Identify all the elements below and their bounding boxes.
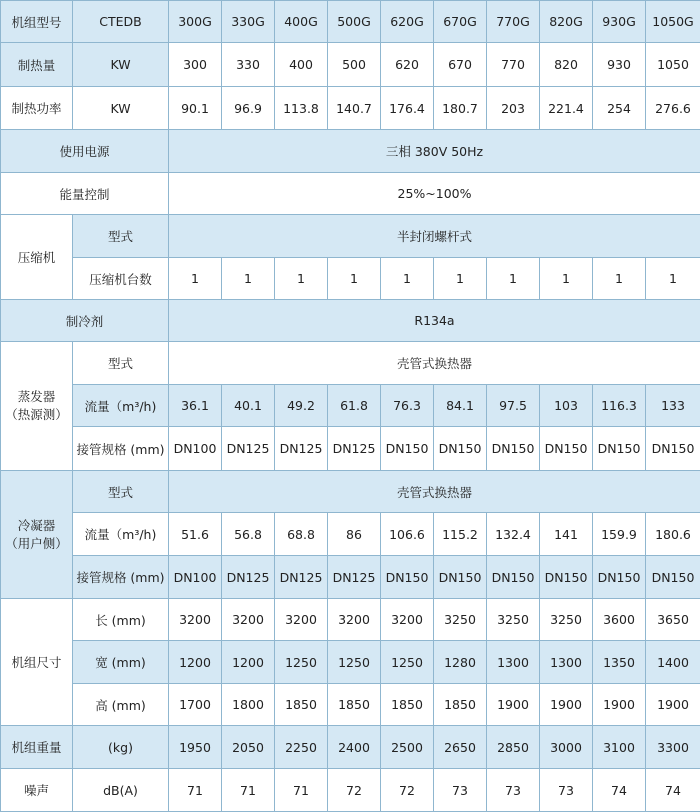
value-cell: 1050 bbox=[646, 43, 700, 87]
value-cell: 3600 bbox=[593, 599, 646, 641]
evaporator-label bbox=[1, 342, 73, 471]
value-cell: 132.4 bbox=[487, 513, 540, 556]
value-cell: 1950 bbox=[169, 726, 222, 769]
heating-capacity-label: 制热量 bbox=[1, 43, 73, 87]
model-cell: 1050G bbox=[646, 1, 700, 43]
evaporator-type-row bbox=[1, 342, 700, 385]
value-cell: 97.5 bbox=[487, 385, 540, 427]
value-cell: 1 bbox=[434, 258, 487, 300]
value-cell: 40.1 bbox=[222, 385, 275, 427]
value-cell: 141 bbox=[540, 513, 593, 556]
refrigerant-row bbox=[1, 300, 700, 342]
compressor-label: 压缩机 bbox=[1, 215, 73, 300]
value-cell: DN100 bbox=[169, 556, 222, 599]
height-label: 高 (mm) bbox=[73, 684, 169, 726]
value-cell: DN125 bbox=[275, 556, 328, 599]
value-cell: 1 bbox=[646, 258, 700, 300]
value-cell: 3200 bbox=[328, 599, 381, 641]
value-cell: DN150 bbox=[434, 427, 487, 471]
value-cell: 3200 bbox=[381, 599, 434, 641]
value-cell: 2250 bbox=[275, 726, 328, 769]
model-cell: 770G bbox=[487, 1, 540, 43]
value-cell: 1250 bbox=[275, 641, 328, 684]
value-cell: 73 bbox=[540, 769, 593, 812]
value-cell: 3650 bbox=[646, 599, 700, 641]
value-cell: 1850 bbox=[275, 684, 328, 726]
weight-unit: (kg) bbox=[73, 726, 169, 769]
capacity-control-label: 能量控制 bbox=[1, 173, 169, 215]
value-cell: 254 bbox=[593, 87, 646, 130]
value-cell: 103 bbox=[540, 385, 593, 427]
value-cell: DN150 bbox=[434, 556, 487, 599]
value-cell: 1900 bbox=[487, 684, 540, 726]
model-cell: 620G bbox=[381, 1, 434, 43]
condenser-pipe-row bbox=[1, 556, 700, 599]
weight-label: 机组重量 bbox=[1, 726, 73, 769]
value-cell: 400 bbox=[275, 43, 328, 87]
condenser-type-row bbox=[1, 471, 700, 513]
compressor-count-label: 压缩机台数 bbox=[73, 258, 169, 300]
heating-power-label: 制热功率 bbox=[1, 87, 73, 130]
value-cell: 36.1 bbox=[169, 385, 222, 427]
value-cell: DN150 bbox=[381, 427, 434, 471]
refrigerant-value: R134a bbox=[169, 300, 700, 342]
value-cell: 1 bbox=[593, 258, 646, 300]
heating-capacity-unit: KW bbox=[73, 43, 169, 87]
value-cell: 276.6 bbox=[646, 87, 700, 130]
value-cell: 1700 bbox=[169, 684, 222, 726]
dimension-length-row bbox=[1, 599, 700, 641]
value-cell: 670 bbox=[434, 43, 487, 87]
value-cell: 3100 bbox=[593, 726, 646, 769]
value-cell: 2850 bbox=[487, 726, 540, 769]
value-cell: 770 bbox=[487, 43, 540, 87]
value-cell: 1 bbox=[169, 258, 222, 300]
noise-label: 噪声 bbox=[1, 769, 73, 812]
value-cell: 68.8 bbox=[275, 513, 328, 556]
value-cell: 1200 bbox=[169, 641, 222, 684]
value-cell: 620 bbox=[381, 43, 434, 87]
weight-row bbox=[1, 726, 700, 769]
value-cell: 71 bbox=[169, 769, 222, 812]
condenser-pipe-label: 接管规格 (mm) bbox=[73, 556, 169, 599]
value-cell: 1300 bbox=[540, 641, 593, 684]
value-cell: 500 bbox=[328, 43, 381, 87]
noise-unit: dB(A) bbox=[73, 769, 169, 812]
value-cell: 106.6 bbox=[381, 513, 434, 556]
value-cell: 1300 bbox=[487, 641, 540, 684]
value-cell: 86 bbox=[328, 513, 381, 556]
model-row bbox=[1, 1, 700, 43]
value-cell: 3200 bbox=[169, 599, 222, 641]
value-cell: DN150 bbox=[540, 427, 593, 471]
value-cell: 3200 bbox=[275, 599, 328, 641]
value-cell: 2650 bbox=[434, 726, 487, 769]
value-cell: 1 bbox=[275, 258, 328, 300]
value-cell: 1850 bbox=[434, 684, 487, 726]
model-cell: 300G bbox=[169, 1, 222, 43]
value-cell: 1250 bbox=[328, 641, 381, 684]
condenser-label-line2: （用户侧） bbox=[1, 535, 72, 553]
condenser-flow-row bbox=[1, 513, 700, 556]
value-cell: 330 bbox=[222, 43, 275, 87]
value-cell: 3250 bbox=[487, 599, 540, 641]
value-cell: 3200 bbox=[222, 599, 275, 641]
value-cell: DN150 bbox=[646, 427, 700, 471]
heating-capacity-row bbox=[1, 43, 700, 87]
condenser-type-value: 壳管式换热器 bbox=[169, 471, 700, 513]
compressor-type-row bbox=[1, 215, 700, 258]
value-cell: 2500 bbox=[381, 726, 434, 769]
value-cell: 90.1 bbox=[169, 87, 222, 130]
value-cell: 2400 bbox=[328, 726, 381, 769]
compressor-type-label: 型式 bbox=[73, 215, 169, 258]
value-cell: 72 bbox=[328, 769, 381, 812]
value-cell: 73 bbox=[434, 769, 487, 812]
value-cell: 84.1 bbox=[434, 385, 487, 427]
refrigerant-label: 制冷剂 bbox=[1, 300, 169, 342]
value-cell: 1250 bbox=[381, 641, 434, 684]
value-cell: 1280 bbox=[434, 641, 487, 684]
evaporator-flow-label: 流量（m³/h) bbox=[73, 385, 169, 427]
value-cell: 76.3 bbox=[381, 385, 434, 427]
evaporator-type-value: 壳管式换热器 bbox=[169, 342, 700, 385]
value-cell: DN150 bbox=[487, 427, 540, 471]
value-cell: 176.4 bbox=[381, 87, 434, 130]
power-supply-row bbox=[1, 130, 700, 173]
value-cell: 1200 bbox=[222, 641, 275, 684]
heating-power-row bbox=[1, 87, 700, 130]
value-cell: 1 bbox=[540, 258, 593, 300]
power-supply-label: 使用电源 bbox=[1, 130, 169, 173]
value-cell: 72 bbox=[381, 769, 434, 812]
value-cell: 1900 bbox=[593, 684, 646, 726]
condenser-type-label: 型式 bbox=[73, 471, 169, 513]
compressor-type-value: 半封闭螺杆式 bbox=[169, 215, 700, 258]
value-cell: 1 bbox=[328, 258, 381, 300]
condenser-flow-label: 流量（m³/h) bbox=[73, 513, 169, 556]
value-cell: 51.6 bbox=[169, 513, 222, 556]
evaporator-pipe-row bbox=[1, 427, 700, 471]
width-label: 宽 (mm) bbox=[73, 641, 169, 684]
evaporator-flow-row bbox=[1, 385, 700, 427]
value-cell: DN100 bbox=[169, 427, 222, 471]
model-cell: 400G bbox=[275, 1, 328, 43]
value-cell: 96.9 bbox=[222, 87, 275, 130]
model-cell: 930G bbox=[593, 1, 646, 43]
evaporator-label-line2: （热源测） bbox=[1, 406, 72, 424]
capacity-control-row bbox=[1, 173, 700, 215]
model-cell: 670G bbox=[434, 1, 487, 43]
value-cell: 180.7 bbox=[434, 87, 487, 130]
value-cell: DN125 bbox=[222, 556, 275, 599]
model-label: 机组型号 bbox=[1, 1, 73, 43]
condenser-label-line1: 冷凝器 bbox=[1, 517, 72, 535]
dimension-width-row bbox=[1, 641, 700, 684]
value-cell: DN150 bbox=[487, 556, 540, 599]
value-cell: DN125 bbox=[275, 427, 328, 471]
value-cell: 74 bbox=[593, 769, 646, 812]
value-cell: 1900 bbox=[540, 684, 593, 726]
value-cell: 140.7 bbox=[328, 87, 381, 130]
value-cell: 74 bbox=[646, 769, 700, 812]
value-cell: 180.6 bbox=[646, 513, 700, 556]
value-cell: DN150 bbox=[593, 427, 646, 471]
value-cell: 61.8 bbox=[328, 385, 381, 427]
value-cell: 133 bbox=[646, 385, 700, 427]
value-cell: 203 bbox=[487, 87, 540, 130]
value-cell: 930 bbox=[593, 43, 646, 87]
value-cell: DN150 bbox=[540, 556, 593, 599]
value-cell: 221.4 bbox=[540, 87, 593, 130]
value-cell: 73 bbox=[487, 769, 540, 812]
value-cell: 159.9 bbox=[593, 513, 646, 556]
value-cell: 71 bbox=[222, 769, 275, 812]
value-cell: 1 bbox=[381, 258, 434, 300]
value-cell: 71 bbox=[275, 769, 328, 812]
value-cell: 820 bbox=[540, 43, 593, 87]
value-cell: 1350 bbox=[593, 641, 646, 684]
value-cell: DN125 bbox=[222, 427, 275, 471]
value-cell: 1 bbox=[222, 258, 275, 300]
value-cell: DN150 bbox=[646, 556, 700, 599]
model-cell: 500G bbox=[328, 1, 381, 43]
value-cell: 300 bbox=[169, 43, 222, 87]
value-cell: 115.2 bbox=[434, 513, 487, 556]
value-cell: 3250 bbox=[540, 599, 593, 641]
value-cell: 3250 bbox=[434, 599, 487, 641]
value-cell: DN150 bbox=[381, 556, 434, 599]
value-cell: 3000 bbox=[540, 726, 593, 769]
value-cell: 1900 bbox=[646, 684, 700, 726]
dimensions-label: 机组尺寸 bbox=[1, 599, 73, 726]
value-cell: 49.2 bbox=[275, 385, 328, 427]
value-cell: DN150 bbox=[593, 556, 646, 599]
evaporator-pipe-label: 接管规格 (mm) bbox=[73, 427, 169, 471]
evaporator-type-label: 型式 bbox=[73, 342, 169, 385]
evaporator-label-line1: 蒸发器 bbox=[1, 388, 72, 406]
value-cell: 1800 bbox=[222, 684, 275, 726]
power-supply-value: 三相 380V 50Hz bbox=[169, 130, 700, 173]
model-cell: 820G bbox=[540, 1, 593, 43]
model-unit: CTEDB bbox=[73, 1, 169, 43]
dimension-height-row bbox=[1, 684, 700, 726]
value-cell: 113.8 bbox=[275, 87, 328, 130]
value-cell: DN125 bbox=[328, 556, 381, 599]
compressor-count-row bbox=[1, 258, 700, 300]
value-cell: 1850 bbox=[328, 684, 381, 726]
value-cell: 56.8 bbox=[222, 513, 275, 556]
value-cell: 1850 bbox=[381, 684, 434, 726]
length-label: 长 (mm) bbox=[73, 599, 169, 641]
noise-row bbox=[1, 769, 700, 812]
value-cell: 1 bbox=[487, 258, 540, 300]
value-cell: 1400 bbox=[646, 641, 700, 684]
model-cell: 330G bbox=[222, 1, 275, 43]
value-cell: 116.3 bbox=[593, 385, 646, 427]
heating-power-unit: KW bbox=[73, 87, 169, 130]
value-cell: 3300 bbox=[646, 726, 700, 769]
value-cell: 2050 bbox=[222, 726, 275, 769]
condenser-label bbox=[1, 471, 73, 599]
capacity-control-value: 25%~100% bbox=[169, 173, 700, 215]
value-cell: DN125 bbox=[328, 427, 381, 471]
